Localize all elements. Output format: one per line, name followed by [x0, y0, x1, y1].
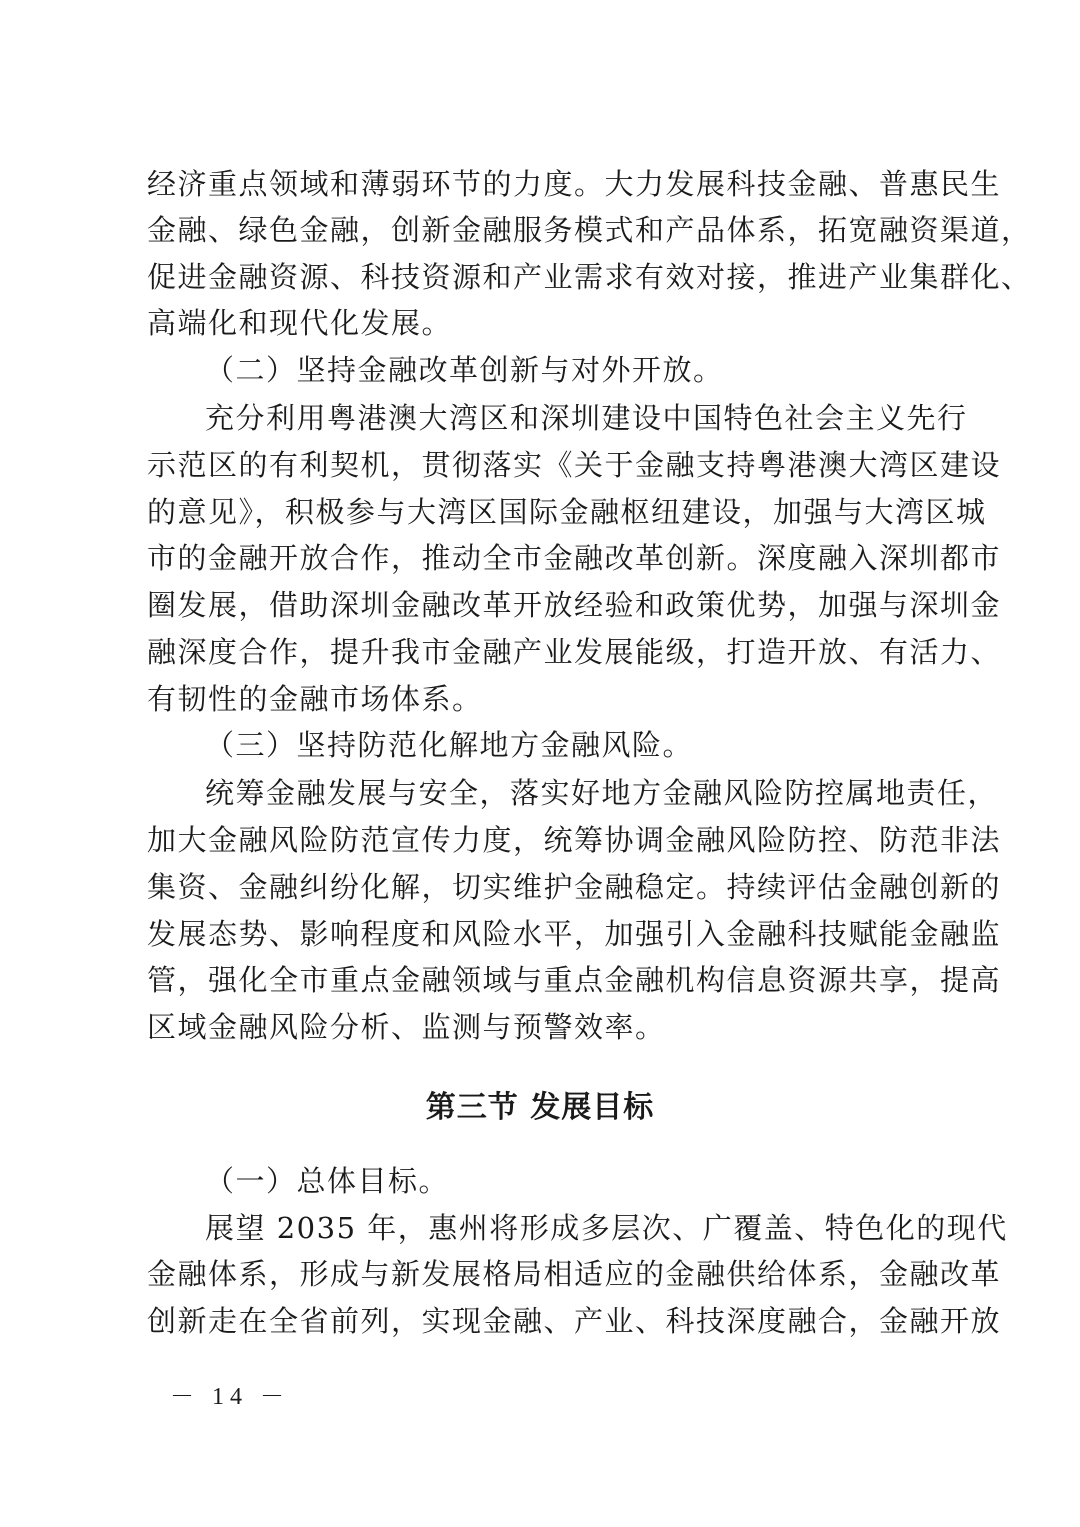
- section-title: 第三节 发展目标: [425, 1090, 655, 1125]
- paragraph-line: 促进金融资源、科技资源和产业需求有效对接，推进产业集群化、: [147, 260, 1032, 294]
- paragraph-line: 统筹金融发展与安全，落实好地方金融风险防控属地责任，: [205, 776, 999, 810]
- paragraph-line: 示范区的有利契机，贯彻落实《关于金融支持粤港澳大湾区建设: [147, 448, 1002, 482]
- paragraph-line: 展望 2035 年，惠州将形成多层次、广覆盖、特色化的现代: [205, 1211, 1008, 1245]
- paragraph-line: 集资、金融纠纷化解，切实维护金融稳定。持续评估金融创新的: [147, 870, 1002, 904]
- subheading-2: （二）坚持金融改革创新与对外开放。: [205, 353, 724, 387]
- paragraph-line: 高端化和现代化发展。: [147, 306, 453, 340]
- paragraph-line: 区域金融风险分析、监测与预警效率。: [147, 1010, 666, 1044]
- paragraph-line: 金融体系，形成与新发展格局相适应的金融供给体系，金融改革: [147, 1257, 1002, 1291]
- paragraph-line: 充分利用粤港澳大湾区和深圳建设中国特色社会主义先行: [205, 401, 968, 435]
- paragraph-line: 圈发展，借助深圳金融改革开放经验和政策优势，加强与深圳金: [147, 588, 1002, 622]
- paragraph-line: 金融、绿色金融，创新金融服务模式和产品体系，拓宽融资渠道，: [147, 213, 1032, 247]
- paragraph-line: 加大金融风险防范宣传力度，统筹协调金融风险防控、防范非法: [147, 823, 1002, 857]
- paragraph-line: 经济重点领域和薄弱环节的力度。大力发展科技金融、普惠民生: [147, 167, 1002, 201]
- paragraph-line: 发展态势、影响程度和风险水平，加强引入金融科技赋能金融监: [147, 917, 1002, 951]
- paragraph-line: 管，强化全市重点金融领域与重点金融机构信息资源共享，提高: [147, 963, 1002, 997]
- paragraph-line: 融深度合作，提升我市金融产业发展能级，打造开放、有活力、: [147, 635, 1002, 669]
- paragraph-line: 市的金融开放合作，推动全市金融改革创新。深度融入深圳都市: [147, 541, 1002, 575]
- page-number: － 14 －: [170, 1384, 290, 1410]
- paragraph-line: 创新走在全省前列，实现金融、产业、科技深度融合，金融开放: [147, 1304, 1002, 1338]
- subheading-1: （一）总体目标。: [205, 1164, 450, 1198]
- subheading-3: （三）坚持防范化解地方金融风险。: [205, 728, 694, 762]
- paragraph-line: 的意见》，积极参与大湾区国际金融枢纽建设，加强与大湾区城: [147, 495, 987, 529]
- paragraph-line: 有韧性的金融市场体系。: [147, 682, 483, 716]
